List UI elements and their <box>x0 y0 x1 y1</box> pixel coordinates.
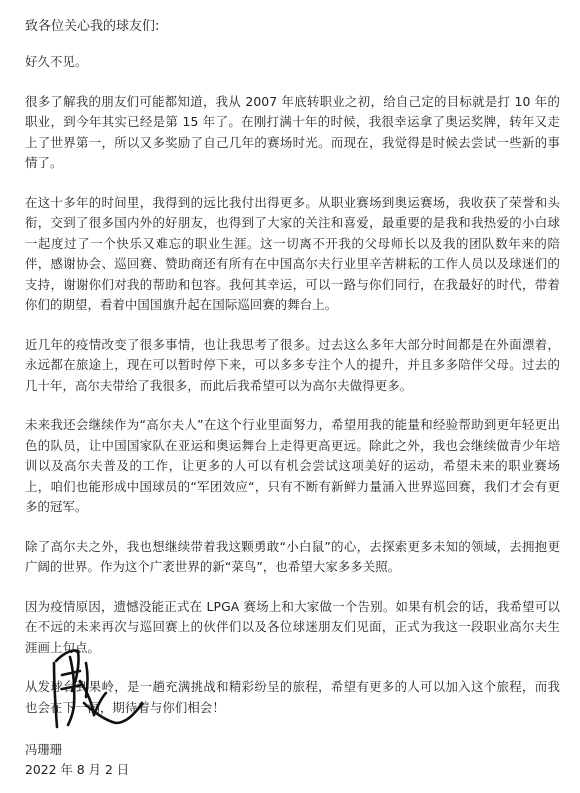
handwritten-signature <box>40 641 160 733</box>
paragraph-lpga-farewell: 因为疫情原因，遗憾没能正式在 LPGA 赛场上和大家做一个告别。如果有机会的话，我希望可以在不远的未来再次与巡回赛上的伙伴们以及各位球迷朋友们见面，正式为我这一段职业高尔夫生涯画上句点。 <box>25 598 560 655</box>
paragraph-pandemic-reflection: 近几年的疫情改变了很多事情，也让我思考了很多。过去这么多年大部分时间都是在外面漂着，永远都在旅途上，现在可以暂时停下来，可以多多专注个人的提升，并且多多陪伴父母。过去的几十年，高尔夫带给了我很多，而此后我希望可以为高尔夫做得更多。 <box>25 336 560 393</box>
paragraph-closing: 从发球台到果岭，是一趟充满挑战和精彩纷呈的旅程，希望有更多的人可以加入这个旅程，而我也会在下一洞，期待着与你们相会！ <box>25 679 560 715</box>
paragraph-greeting: 好久不见。 <box>25 54 88 69</box>
signer-name: 冯珊珊 <box>25 742 63 757</box>
paragraph-future-plans: 未来我还会继续作为“高尔夫人”在这个行业里面努力，希望用我的能量和经验帮助到更年轻更出色的队员，让中国国家队在亚运和奥运舞台上走得更高更远。除此之外，我也会继续做青少年培训以及高尔夫普及的工作，让更多的人可以有机会尝试这项美好的运动，希望未来的职业赛场上，咱们也能形成中国球员的“军团效应“，只有不断有新鲜力量涌入世界巡回赛，我们才会有更多的冠军。 <box>25 417 560 514</box>
letter-date: 2022 年 8 月 2 日 <box>25 762 130 777</box>
letter-salutation: 致各位关心我的球友们: <box>25 19 160 34</box>
paragraph-career-goal: 很多了解我的朋友们可能都知道，我从 2007 年底转职业之初，给自己定的目标就是打 10 年的职业，到今年其实已经是第 15 年了。在刚打满十年的时候，我很幸运拿了奥运奖牌，转年又走上了世界第一，所以又多奖励了自己几年的赛场时光。而现在，我觉得是时候去尝试一些新的事情了。 <box>25 93 560 170</box>
paragraph-gratitude: 在这十多年的时间里，我得到的远比我付出得更多。从职业赛场到奥运赛场，我收获了荣誉和头衔，交到了很多国内外的好朋友，也得到了大家的关注和喜爱，最重要的是我和我热爱的小白球一起度过了一个快乐又难忘的职业生涯。这一切离不开我的父母师长以及我的团队数年来的陪伴，感谢协会、巡回赛、赞助商还有所有在中国高尔夫行业里辛苦耕耘的工作人员以及球迷们的支持，谢谢你们对我的帮助和包容。我何其幸运，可以一路与你们同行，在我最好的时代，带着你们的期望，看着中国国旗升起在国际巡回赛的舞台上。 <box>25 194 560 312</box>
paragraph-explore-world: 除了高尔夫之外，我也想继续带着我这颗勇敢“小白鼠”的心，去探索更多未知的领域，去拥抱更广阔的世界。作为这个广袤世界的新“菜鸟”，也希望大家多多关照。 <box>25 538 560 574</box>
